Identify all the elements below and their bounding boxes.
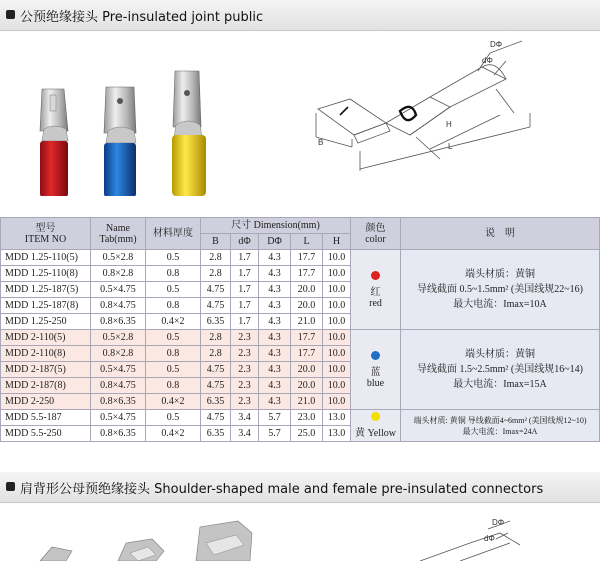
cell-dphi: 1.7 xyxy=(231,282,259,298)
cell-dphi: 1.7 xyxy=(231,250,259,266)
cell-dphi: 1.7 xyxy=(231,314,259,330)
cell-thickness: 0.5 xyxy=(146,410,201,426)
cell-Dphi: 4.3 xyxy=(259,378,291,394)
header-L: L xyxy=(291,234,323,250)
cell-B: 2.8 xyxy=(201,346,231,362)
cell-L: 17.7 xyxy=(291,266,323,282)
cell-Dphi: 4.3 xyxy=(259,314,291,330)
cell-B: 6.35 xyxy=(201,394,231,410)
bullet-icon xyxy=(6,10,15,19)
cell-dphi: 3.4 xyxy=(231,410,259,426)
shoulder-connector-photo xyxy=(0,503,290,561)
cell-thickness: 0.4×2 xyxy=(146,426,201,442)
cell-tab: 0.8×4.75 xyxy=(91,378,146,394)
color-cell-red: 红 red xyxy=(351,250,401,330)
cell-L: 23.0 xyxy=(291,410,323,426)
cell-Dphi: 5.7 xyxy=(259,426,291,442)
header-color: 颜色 color xyxy=(351,218,401,250)
section-header-2 xyxy=(0,472,600,503)
product-photo xyxy=(0,31,290,196)
cell-tab: 0.8×6.35 xyxy=(91,314,146,330)
cell-item: MDD 2-110(8) xyxy=(1,346,91,362)
cell-tab: 0.8×2.8 xyxy=(91,346,146,362)
cell-L: 20.0 xyxy=(291,298,323,314)
blue-dot-icon xyxy=(371,351,380,360)
cell-item: MDD 1.25-110(8) xyxy=(1,266,91,282)
cell-dphi: 1.7 xyxy=(231,298,259,314)
cell-H: 10.0 xyxy=(323,362,351,378)
cell-L: 20.0 xyxy=(291,362,323,378)
cell-L: 25.0 xyxy=(291,426,323,442)
cell-Dphi: 4.3 xyxy=(259,298,291,314)
color-cell-yellow: 黄 Yellow xyxy=(351,410,401,442)
cell-L: 17.7 xyxy=(291,346,323,362)
color-cell-blue: 蓝 blue xyxy=(351,330,401,410)
cell-dphi: 2.3 xyxy=(231,394,259,410)
cell-thickness: 0.8 xyxy=(146,266,201,282)
cell-tab: 0.8×6.35 xyxy=(91,394,146,410)
table-row xyxy=(1,330,600,346)
table-row xyxy=(1,410,600,426)
cell-tab: 0.8×6.35 xyxy=(91,426,146,442)
cell-tab: 0.8×2.8 xyxy=(91,266,146,282)
label-d-2: dΦ xyxy=(484,534,495,543)
label-H: H xyxy=(446,120,452,129)
header-dimension: 尺寸 Dimension(mm) xyxy=(201,218,351,234)
cell-tab: 0.8×4.75 xyxy=(91,298,146,314)
cell-item: MDD 2-250 xyxy=(1,394,91,410)
cell-thickness: 0.5 xyxy=(146,362,201,378)
cell-H: 10.0 xyxy=(323,250,351,266)
cell-item: MDD 1.25-187(8) xyxy=(1,298,91,314)
cell-B: 6.35 xyxy=(201,314,231,330)
cell-B: 2.8 xyxy=(201,266,231,282)
header-description: 说 明 xyxy=(401,218,600,250)
section-title-1: 公预绝缘接头 Pre-insulated joint public xyxy=(20,10,264,25)
cell-item: MDD 5.5-250 xyxy=(1,426,91,442)
red-terminal xyxy=(40,89,68,196)
cell-H: 10.0 xyxy=(323,266,351,282)
cell-tab: 0.5×4.75 xyxy=(91,362,146,378)
cell-H: 10.0 xyxy=(323,314,351,330)
shoulder-connector-drawing xyxy=(400,503,600,561)
cell-dphi: 2.3 xyxy=(231,330,259,346)
cell-thickness: 0.4×2 xyxy=(146,314,201,330)
cell-H: 10.0 xyxy=(323,282,351,298)
cell-item: MDD 5.5-187 xyxy=(1,410,91,426)
description-group-1: 端头材质：黄铜 导线截面 0.5~1.5mm² (美国线规22~16) 最大电流：Imax=10A xyxy=(401,250,600,330)
label-d: dΦ xyxy=(482,56,493,65)
cell-B: 2.8 xyxy=(201,330,231,346)
cell-dphi: 2.3 xyxy=(231,378,259,394)
cell-H: 10.0 xyxy=(323,378,351,394)
description-group-2: 端头材质：黄铜 导线截面 1.5~2.5mm² (美国线规16~14) 最大电流：Imax=15A xyxy=(401,330,600,410)
label-D: DΦ xyxy=(490,40,503,49)
cell-item: MDD 2-187(5) xyxy=(1,362,91,378)
cell-thickness: 0.8 xyxy=(146,378,201,394)
cell-B: 4.75 xyxy=(201,282,231,298)
cell-Dphi: 5.7 xyxy=(259,410,291,426)
cell-thickness: 0.4×2 xyxy=(146,394,201,410)
cell-tab: 0.5×2.8 xyxy=(91,330,146,346)
cell-item: MDD 2-187(8) xyxy=(1,378,91,394)
cell-B: 4.75 xyxy=(201,410,231,426)
cell-thickness: 0.5 xyxy=(146,282,201,298)
header-B: B xyxy=(201,234,231,250)
cell-H: 10.0 xyxy=(323,394,351,410)
header-Dphi: DΦ xyxy=(259,234,291,250)
cell-B: 6.35 xyxy=(201,426,231,442)
cell-B: 2.8 xyxy=(201,250,231,266)
cell-L: 17.7 xyxy=(291,250,323,266)
cell-L: 17.7 xyxy=(291,330,323,346)
cell-dphi: 1.7 xyxy=(231,266,259,282)
yellow-dot-icon xyxy=(371,412,380,421)
table-row xyxy=(1,250,600,266)
cell-item: MDD 1.25-250 xyxy=(1,314,91,330)
cell-Dphi: 4.3 xyxy=(259,250,291,266)
cell-H: 10.0 xyxy=(323,346,351,362)
cell-Dphi: 4.3 xyxy=(259,330,291,346)
cell-L: 21.0 xyxy=(291,394,323,410)
red-dot-icon xyxy=(371,271,380,280)
cell-thickness: 0.5 xyxy=(146,250,201,266)
cell-H: 10.0 xyxy=(323,298,351,314)
cell-B: 4.75 xyxy=(201,378,231,394)
cell-Dphi: 4.3 xyxy=(259,394,291,410)
description-group-3: 端头材质: 黄铜 导线截面4~6mm² (美国线规12~10) 最大电流：Imax=24A xyxy=(401,410,600,442)
cell-Dphi: 4.3 xyxy=(259,266,291,282)
section-header-1 xyxy=(0,0,600,31)
cell-Dphi: 4.3 xyxy=(259,282,291,298)
cell-thickness: 0.5 xyxy=(146,330,201,346)
cell-item: MDD 2-110(5) xyxy=(1,330,91,346)
cell-L: 21.0 xyxy=(291,314,323,330)
header-item: 型号 ITEM NO xyxy=(1,218,91,250)
dimension-drawing xyxy=(300,31,600,196)
cell-tab: 0.5×4.75 xyxy=(91,410,146,426)
cell-L: 20.0 xyxy=(291,378,323,394)
cell-item: MDD 1.25-187(5) xyxy=(1,282,91,298)
cell-dphi: 3.4 xyxy=(231,426,259,442)
yellow-terminal xyxy=(172,71,206,196)
cell-item: MDD 1.25-110(5) xyxy=(1,250,91,266)
cell-L: 20.0 xyxy=(291,282,323,298)
section-title-2: 肩背形公母预绝缘接头 Shoulder-shaped male and female pre-insulated connectors xyxy=(20,482,544,497)
cell-Dphi: 4.3 xyxy=(259,346,291,362)
header-H: H xyxy=(323,234,351,250)
cell-H: 10.0 xyxy=(323,330,351,346)
cell-tab: 0.5×2.8 xyxy=(91,250,146,266)
cell-thickness: 0.8 xyxy=(146,346,201,362)
spec-table xyxy=(0,217,600,442)
cell-H: 13.0 xyxy=(323,426,351,442)
cell-B: 4.75 xyxy=(201,298,231,314)
label-D-2: DΦ xyxy=(492,518,505,527)
header-thickness: 材料厚度 xyxy=(146,218,201,250)
cell-dphi: 2.3 xyxy=(231,346,259,362)
cell-H: 13.0 xyxy=(323,410,351,426)
bullet-icon xyxy=(6,482,15,491)
blue-terminal xyxy=(104,87,136,196)
cell-tab: 0.5×4.75 xyxy=(91,282,146,298)
header-dphi: dΦ xyxy=(231,234,259,250)
cell-dphi: 2.3 xyxy=(231,362,259,378)
cell-B: 4.75 xyxy=(201,362,231,378)
label-L: L xyxy=(448,142,453,151)
cell-Dphi: 4.3 xyxy=(259,362,291,378)
cell-thickness: 0.8 xyxy=(146,298,201,314)
label-B: B xyxy=(318,138,324,147)
header-tab: Name Tab(mm) xyxy=(91,218,146,250)
